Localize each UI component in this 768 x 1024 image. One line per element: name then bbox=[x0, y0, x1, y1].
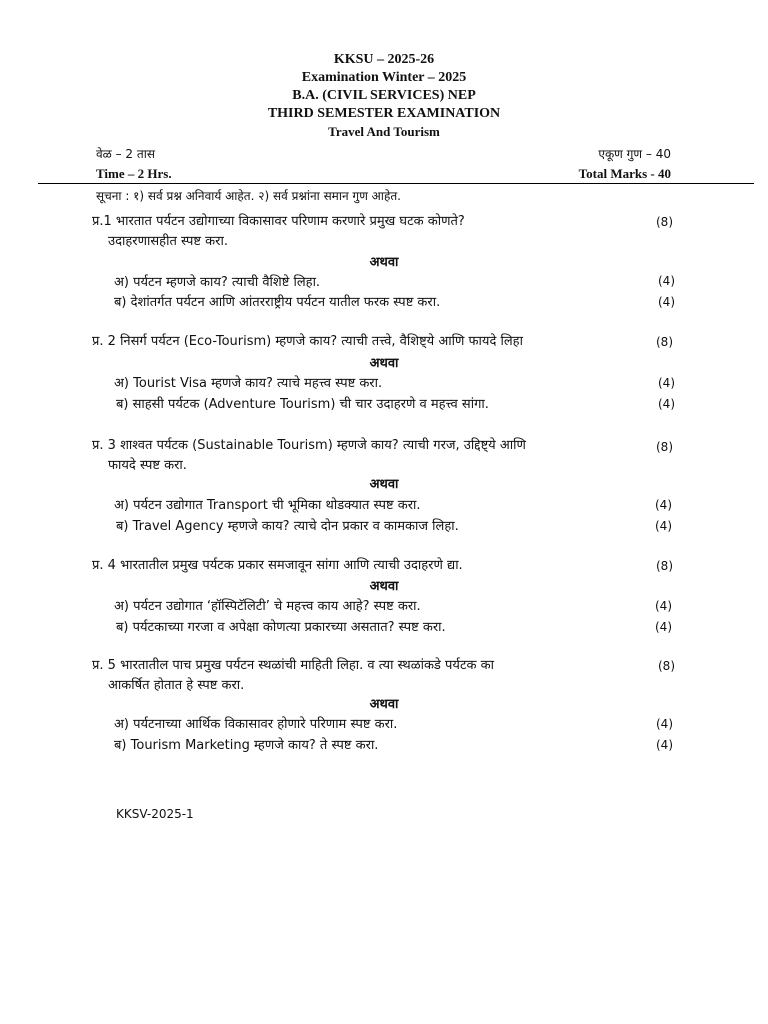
question-4b-marks: (4) bbox=[655, 620, 672, 634]
question-3-marks: (8) bbox=[656, 440, 673, 454]
or-label: अथवा bbox=[369, 579, 399, 594]
question-2b: ब) साहसी पर्यटक (Adventure Tourism) ची चार उदाहरणे व महत्त्व सांगा. bbox=[116, 397, 489, 412]
exam-session: Examination Winter – 2025 bbox=[301, 70, 467, 85]
course-title: B.A. (CIVIL SERVICES) NEP bbox=[292, 88, 476, 103]
question-4-marks: (8) bbox=[656, 559, 673, 573]
question-2 bbox=[92, 332, 592, 352]
question-2b-marks: (4) bbox=[658, 397, 675, 411]
question-4 bbox=[92, 556, 592, 576]
semester-title: THIRD SEMESTER EXAMINATION bbox=[267, 106, 501, 121]
question-5 bbox=[92, 656, 562, 696]
question-3a: अ) पर्यटन उद्योगात Transport ची भूमिका थोडक्यात स्पष्ट करा. bbox=[114, 498, 421, 513]
instructions: सूचना : १) सर्व प्रश्न अनिवार्य आहेत. २) सर्व प्रश्नांना समान गुण आहेत. bbox=[96, 189, 401, 203]
question-3b: ब) Travel Agency म्हणजे काय? त्याचे दोन प्रकार व कामकाज लिहा. bbox=[116, 519, 459, 534]
or-label: अथवा bbox=[369, 477, 399, 492]
question-1b: ब) देशांतर्गत पर्यटन आणि आंतरराष्ट्रीय पर्यटन यातील फरक स्पष्ट करा. bbox=[114, 295, 441, 310]
question-1-text-cont: उदाहरणासहीत स्पष्ट करा. bbox=[108, 234, 228, 249]
question-5b-marks: (4) bbox=[656, 738, 673, 752]
question-2-text: प्र. 2 निसर्ग पर्यटन (Eco-Tourism) म्हणजे काय? त्याची तत्त्वे, वैशिष्ट्ये आणि फायदे लिहा bbox=[92, 334, 523, 349]
question-1-text: प्र.1 भारतात पर्यटन उद्योगाच्या विकासावर परिणाम करणारे प्रमुख घटक कोणते? bbox=[92, 214, 465, 229]
marks-english: Total Marks - 40 bbox=[578, 166, 671, 181]
paper-code: KKSV-2025-1 bbox=[116, 807, 194, 821]
or-label: अथवा bbox=[369, 356, 399, 371]
question-5b: ब) Tourism Marketing म्हणजे काय? ते स्पष्ट करा. bbox=[114, 738, 379, 753]
or-label: अथवा bbox=[369, 255, 399, 270]
question-2-marks: (8) bbox=[656, 335, 673, 349]
question-4b: ब) पर्यटकाच्या गरजा व अपेक्षा कोणत्या प्रकारच्या असतात? स्पष्ट करा. bbox=[116, 620, 446, 635]
question-1 bbox=[92, 212, 572, 252]
question-1a: अ) पर्यटन म्हणजे काय? त्याची वैशिष्टे लिहा. bbox=[114, 275, 321, 290]
subject-title: Travel And Tourism bbox=[328, 124, 440, 139]
question-3-text-cont: फायदे स्पष्ट करा. bbox=[108, 458, 187, 473]
question-5a-marks: (4) bbox=[656, 717, 673, 731]
question-5-marks: (8) bbox=[658, 659, 675, 673]
time-marathi: वेळ – 2 तास bbox=[96, 147, 155, 161]
question-2a: अ) Tourist Visa म्हणजे काय? त्याचे महत्त्व स्पष्ट करा. bbox=[114, 376, 383, 391]
question-3-text: प्र. 3 शाश्वत पर्यटक (Sustainable Tourism) म्हणजे काय? त्याची गरज, उद्दिष्ट्ये आणि bbox=[92, 438, 526, 453]
time-english: Time – 2 Hrs. bbox=[96, 166, 172, 181]
question-4-text: प्र. 4 भारतातील प्रमुख पर्यटक प्रकार समजावून सांगा आणि त्याची उदाहरणे द्या. bbox=[92, 558, 463, 573]
question-2a-marks: (4) bbox=[658, 376, 675, 390]
question-1a-marks: (4) bbox=[658, 274, 675, 288]
question-5-text: प्र. 5 भारतातील पाच प्रमुख पर्यटन स्थळांची माहिती लिहा. व त्या स्थळांकडे पर्यटक का bbox=[92, 658, 494, 673]
question-4a: अ) पर्यटन उद्योगात ‘हॉस्पिटॅलिटी’ चे महत्त्व काय आहे? स्पष्ट करा. bbox=[114, 599, 421, 614]
university-year: KKSU – 2025-26 bbox=[333, 52, 435, 67]
header-divider bbox=[38, 183, 754, 184]
question-1-marks: (8) bbox=[656, 215, 673, 229]
question-5a: अ) पर्यटनाच्या आर्थिक विकासावर होणारे परिणाम स्पष्ट करा. bbox=[114, 717, 398, 732]
question-1b-marks: (4) bbox=[658, 295, 675, 309]
question-3a-marks: (4) bbox=[655, 498, 672, 512]
question-4a-marks: (4) bbox=[655, 599, 672, 613]
marks-marathi: एकूण गुण – 40 bbox=[598, 147, 671, 161]
question-3 bbox=[92, 436, 572, 476]
question-3b-marks: (4) bbox=[655, 519, 672, 533]
or-label: अथवा bbox=[369, 697, 399, 712]
question-5-text-cont: आकर्षित होतात हे स्पष्ट करा. bbox=[108, 678, 245, 693]
